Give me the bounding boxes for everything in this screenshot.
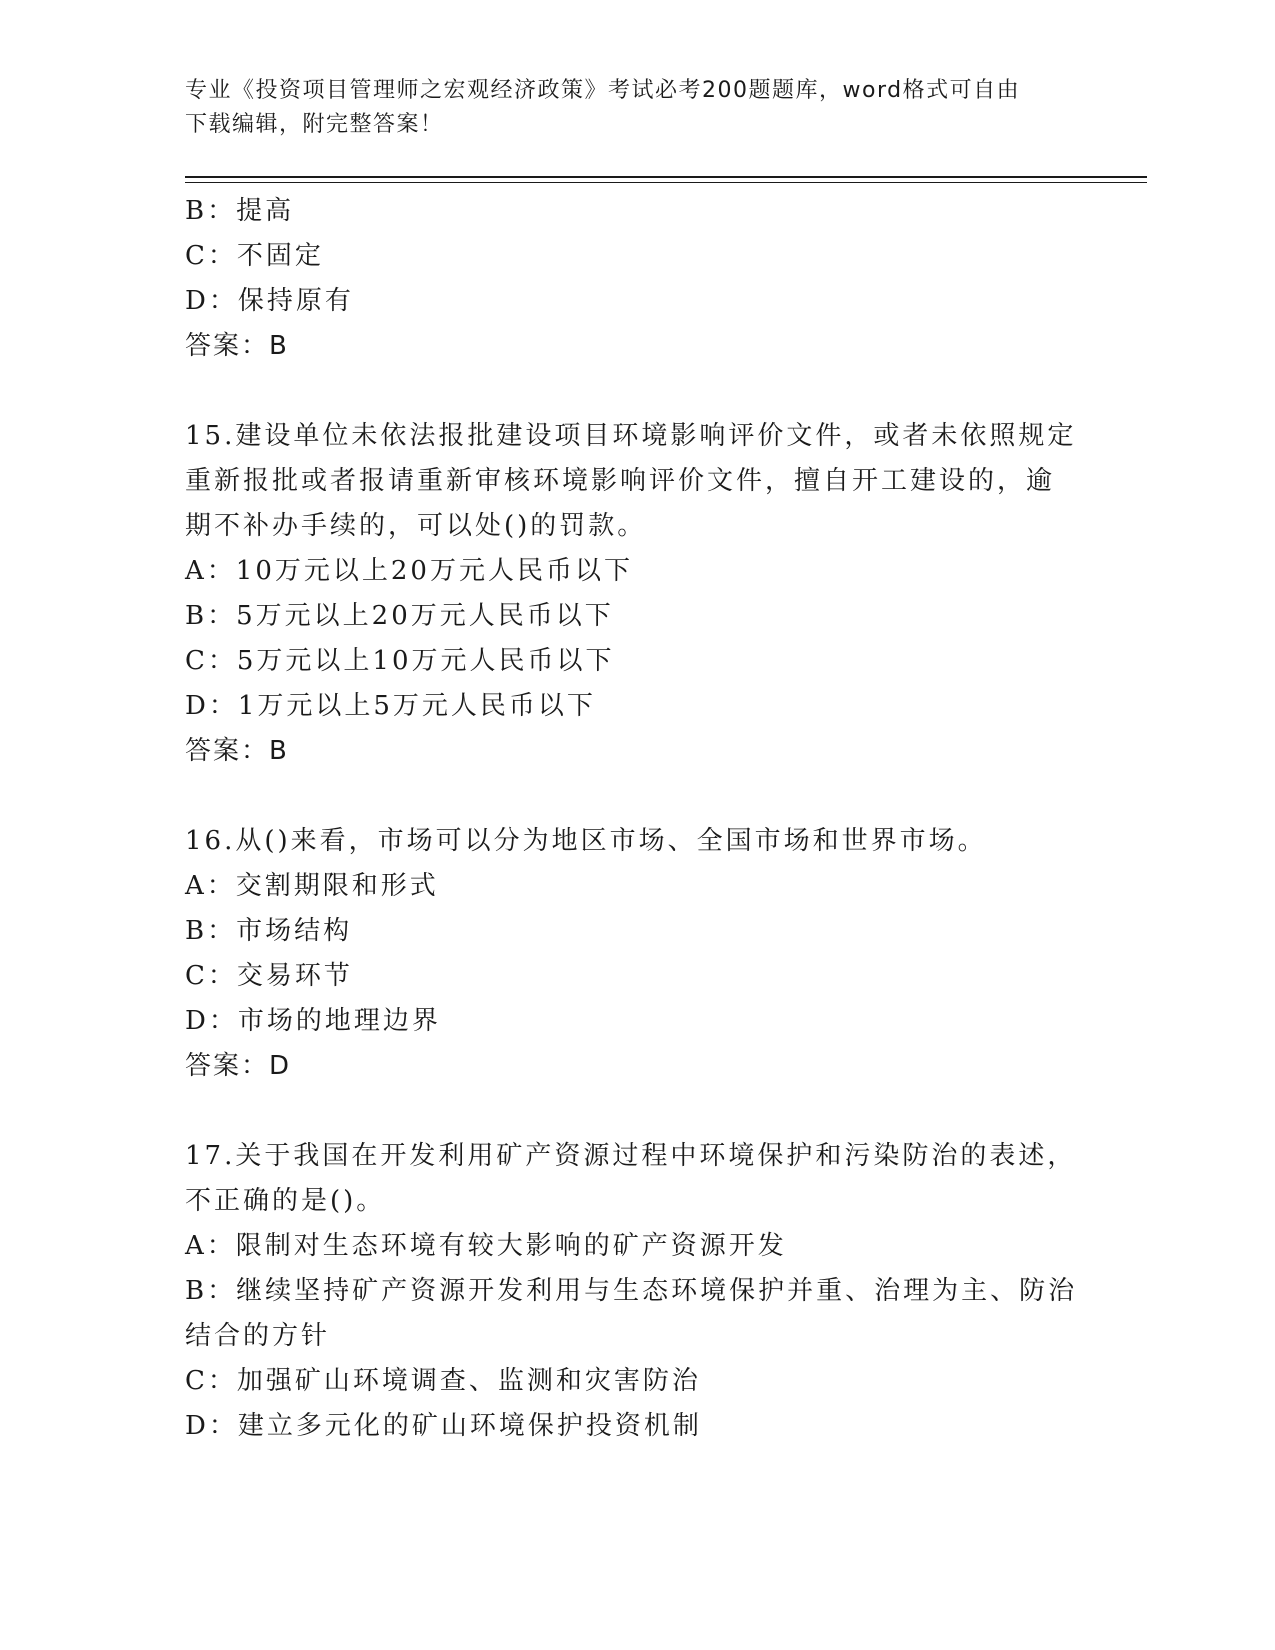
header-line-2: 下载编辑，附完整答案！: [185, 112, 444, 137]
question-stem-line: 期不补办手续的，可以处()的罚款。: [185, 511, 647, 541]
option-d: D：市场的地理边界: [185, 1006, 441, 1036]
spacer: [185, 1089, 1065, 1134]
option-c: C：5万元以上10万元人民币以下: [185, 646, 615, 676]
option-a: A：限制对生态环境有较大影响的矿产资源开发: [185, 1231, 787, 1261]
header-rule-thin: [185, 182, 1147, 183]
answer-line: 答案：B: [185, 736, 289, 766]
question-stem-line: 17.关于我国在开发利用矿产资源过程中环境保护和污染防治的表述，: [185, 1141, 1077, 1171]
question-stem-line: 不正确的是()。: [185, 1186, 386, 1216]
option-b-continued: 结合的方针: [185, 1321, 331, 1351]
option-b: B：市场结构: [185, 916, 353, 946]
option-c: C：加强矿山环境调查、监测和灾害防治: [185, 1366, 701, 1396]
document-header: [185, 74, 1085, 142]
option-a: A：交割期限和形式: [185, 871, 439, 901]
option-d: D：1万元以上5万元人民币以下: [185, 691, 596, 721]
option-b: B：5万元以上20万元人民币以下: [185, 601, 614, 631]
answer-line: 答案：B: [185, 331, 289, 361]
question-16: [185, 819, 1065, 1089]
question-stem-line: 15.建设单位未依法报批建设项目环境影响评价文件，或者未依照规定: [185, 421, 1077, 451]
question-list: [185, 189, 1078, 1449]
option-b: B：提高: [185, 196, 295, 226]
option-c: C：交易环节: [185, 961, 353, 991]
question-17: [185, 1134, 1078, 1449]
spacer: [185, 774, 1065, 819]
option-d: D：建立多元化的矿山环境保护投资机制: [185, 1411, 702, 1441]
option-c: C：不固定: [185, 241, 324, 271]
question-stem-line: 16.从()来看，市场可以分为地区市场、全国市场和世界市场。: [185, 826, 987, 856]
question-14-tail: [185, 189, 1065, 369]
option-b: B：继续坚持矿产资源开发利用与生态环境保护并重、治理为主、防治: [185, 1276, 1078, 1306]
spacer: [185, 369, 1065, 414]
answer-line: 答案：D: [185, 1051, 292, 1081]
option-d: D：保持原有: [185, 286, 354, 316]
question-15: [185, 414, 1077, 774]
option-a: A：10万元以上20万元人民币以下: [185, 556, 633, 586]
header-line-1: 专业《投资项目管理师之宏观经济政策》考试必考200题题库，word格式可自由: [185, 78, 1021, 103]
header-rule-thick: [185, 176, 1147, 178]
question-stem-line: 重新报批或者报请重新审核环境影响评价文件，擅自开工建设的，逾: [185, 466, 1056, 496]
